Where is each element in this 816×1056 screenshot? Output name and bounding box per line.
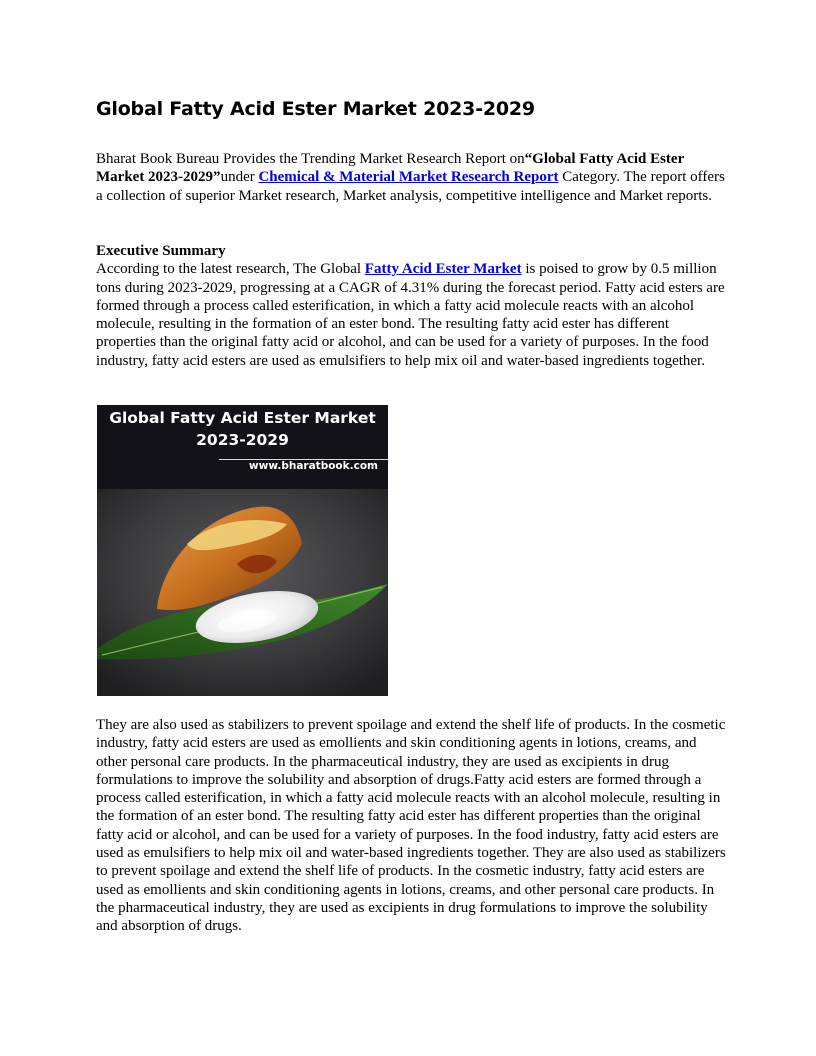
intro-text: Bharat Book Bureau Provides the Trending Market Research Report on — [96, 151, 525, 167]
page-title: Global Fatty Acid Ester Market 2023-2029 — [96, 98, 535, 120]
executive-text-start: According to the latest research, The Global — [96, 261, 365, 278]
body-paragraph: They are also used as stabilizers to prevent spoilage and extend the shelf life of products. In the cosmetic industry, fatty acid esters are used as emollients and skin conditioning agents in lotions, creams, and other personal care products. In the pharmaceutical industry, they are used as excipients in drug formulations to improve the solubility and absorption of drugs.Fatty acid esters are formed through a process called esterification, in which a fatty acid molecule reacts with an alcohol molecule, resulting in the formation of an ester bond. The resulting fatty acid ester has different properties than the original fatty acid or alcohol, and can be used for a variety of purposes. In the food industry, fatty acid esters are used as emulsifiers to help mix oil and water-based ingredients together. They are also used as stabilizers to prevent spoilage and extend the shelf life of products. In the cosmetic industry, fatty acid esters are used as emollients and skin conditioning agents in lotions, creams, and other personal care products. In the pharmaceutical industry, they are used as excipients in drug formulations to improve the solubility and absorption of drugs. — [96, 717, 726, 935]
executive-summary-paragraph — [96, 242, 728, 370]
category-link[interactable]: Chemical & Material Market Research Report — [258, 169, 559, 186]
cover-photo — [97, 489, 388, 696]
intro-paragraph — [96, 150, 728, 205]
executive-text-rest: is poised to grow by 0.5 million tons during 2023-2029, progressing at a CAGR of 4.31% during the forecast period. Fatty acid esters are formed through a process called esterification, in which a fatty acid molecule reacts with an alcohol molecule, resulting in the formation of an ester bond. The resulting fatty acid ester has different properties than the original fatty acid or alcohol, and can be used for a variety of purposes. In the food industry, fatty acid esters are used as emulsifiers to help mix oil and water-based ingredients together. — [96, 261, 725, 369]
cover-title-line1: Global Fatty Acid Ester Market — [109, 409, 376, 427]
executive-summary-heading: Executive Summary — [96, 243, 226, 259]
market-link[interactable]: Fatty Acid Ester Market — [364, 261, 522, 278]
intro-rest-text: Category. The report offers a collection of superior Market research, Market analysis, competitive intelligence and Market reports. — [96, 169, 725, 204]
cover-header — [97, 405, 388, 489]
intro-under-text: under — [220, 169, 259, 186]
cover-url: www.bharatbook.com — [248, 460, 378, 472]
report-cover-image — [97, 405, 388, 696]
cover-title-line2: 2023-2029 — [196, 431, 289, 449]
report-title-bold: “Global Fatty Acid Ester Market 2023-2029” — [96, 151, 684, 186]
cover-title — [97, 407, 388, 451]
